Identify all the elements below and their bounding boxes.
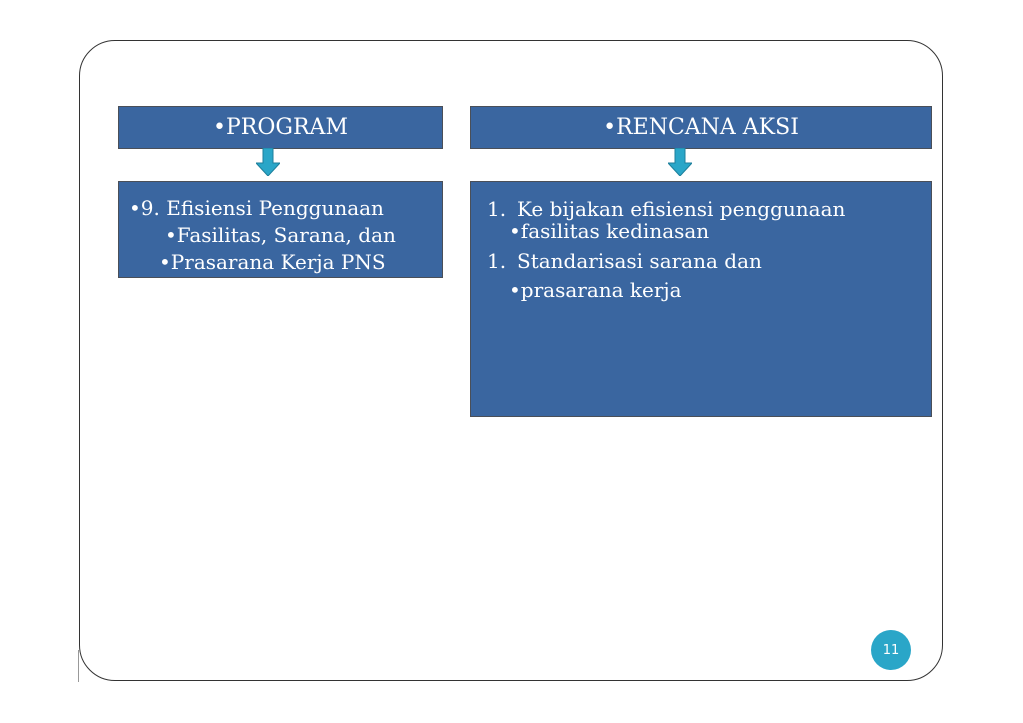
rencana-item-1-text: Ke bijakan efisiensi penggunaan	[517, 197, 846, 221]
program-header	[118, 106, 443, 149]
page-number-badge	[871, 630, 911, 670]
program-box	[118, 181, 443, 278]
rencana-item-1-sub: •fasilitas kedinasan	[509, 219, 710, 243]
program-line-1: •9. Efisiensi Penggunaan	[129, 196, 384, 220]
program-header-label: •PROGRAM	[213, 115, 348, 140]
rencana-item-2-sub: •prasarana kerja	[509, 278, 682, 302]
rencana-item-1	[487, 197, 845, 221]
program-line-2: •Fasilitas, Sarana, dan	[165, 223, 396, 247]
page-number: 11	[882, 642, 900, 658]
rencana-item-2-number: 1.	[487, 249, 507, 273]
rencana-item-2	[487, 249, 762, 273]
edge-mark	[78, 650, 79, 682]
rencana-box	[470, 181, 932, 417]
arrow-down-icon	[256, 148, 280, 176]
rencana-header	[470, 106, 932, 149]
rencana-item-1-number: 1.	[487, 197, 507, 221]
arrow-down-icon	[668, 148, 692, 176]
program-line-3: •Prasarana Kerja PNS	[159, 250, 386, 274]
rencana-header-label: •RENCANA AKSI	[603, 115, 799, 140]
rencana-item-2-text: Standarisasi sarana dan	[517, 249, 762, 273]
